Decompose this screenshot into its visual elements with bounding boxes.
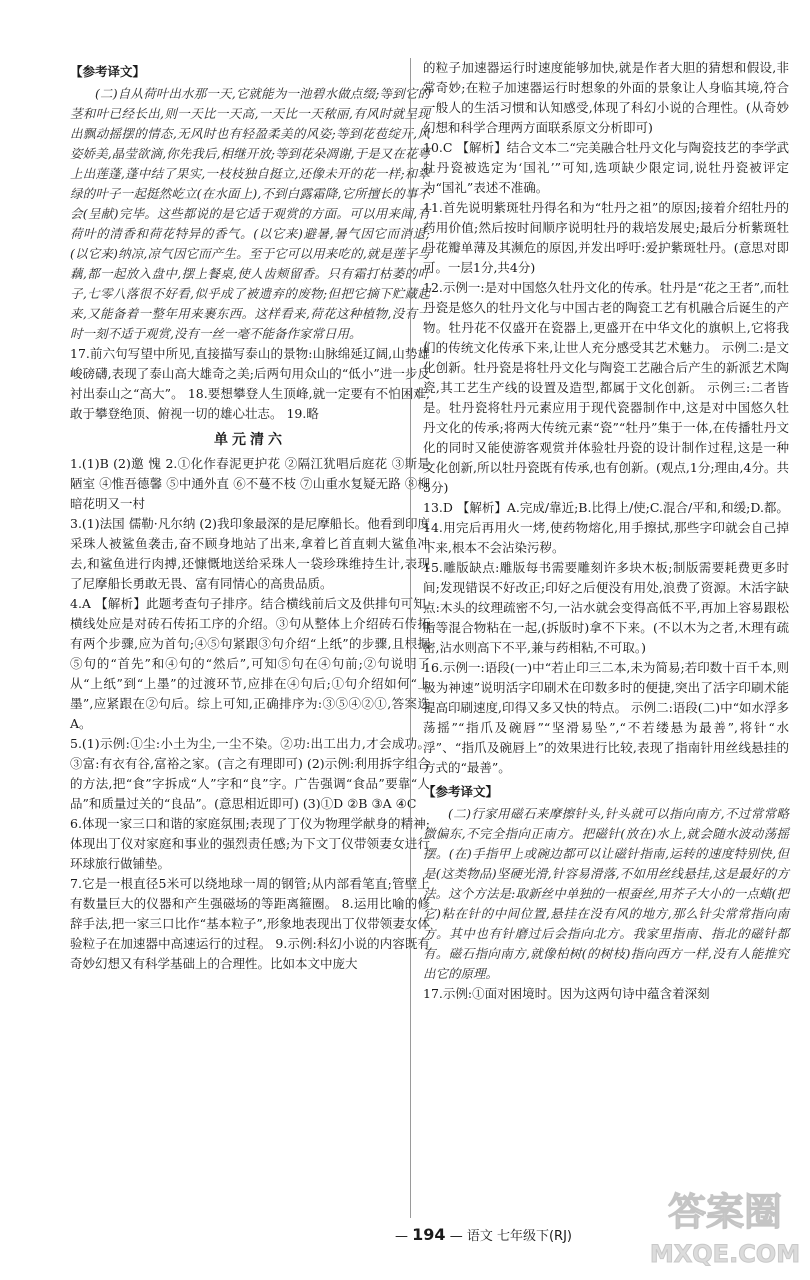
answer-13: 13.D 【解析】A.完成/靠近;B.比得上/使;C.混合/平和,和缓;D.都。 bbox=[423, 500, 789, 515]
right-column bbox=[423, 58, 789, 1004]
answer-3: 3.(1)法国 儒勒·凡尔纳 (2)我印象最深的是尼摩船长。他看到印度采珠人被鲨鱼袭击,奋不顾身地站了出来,拿着匕首直刺大鲨鱼冲去,和鲨鱼进行肉搏,还慷慨地送给采珠人一袋珍珠维持生计,表现了尼摩船长勇敢无畏、富有同情心的高贵品质。 bbox=[70, 516, 430, 591]
answers-1-2: 1.(1)B (2)邀 愧 2.①化作春泥更护花 ②隔江犹唱后庭花 ③斯是陋室 ④惟吾德馨 ⑤中通外直 ⑥不蔓不枝 ⑦山重水复疑无路 ⑧柳暗花明又一村 bbox=[70, 456, 430, 511]
answer-11: 11.首先说明紫斑牡丹得名和为“牡丹之祖”的原因;接着介绍牡丹的药用价值;然后按时间顺序说明牡丹的栽培发展史;最后分析紫斑牡丹花瓣单薄及其濒危的原因,并发出呼吁:爱护紫斑牡丹。(意思对即可。一层1分,共4分) bbox=[423, 200, 789, 275]
watermark-bottom-text: MXQE.COM bbox=[649, 1240, 801, 1268]
answer-15: 15.雕版缺点:雕版每书需要雕刻许多块木板;制版需要耗费更多时间;发现错误不好改正;印好之后便没有用处,浪费了资源。木活字缺点:木头的纹理疏密不匀,一沾水就会变得高低不平,再加上容易跟松脂等混合物粘在一起,(拆版时)拿不下来。(不以木为之者,木理有疏密,沾水则高下不平,兼与药相粘,不可取。) bbox=[423, 560, 789, 655]
left-column bbox=[70, 58, 430, 974]
answers-7-9: 7.它是一根直径5米可以绕地球一周的钢管;从内部看笔直;管壁上有数量巨大的仪器和产生强磁场的等距离箍圈。 8.运用比喻的修辞手法,把一家三口比作“基本粒子”,形象地表现出丁仪带领妻女体验粒子在加速器中高速运行的过程。 9.示例:科幻小说的内容既有奇妙幻想又有科学基础上的合理性。比如本文中庞大 bbox=[70, 876, 430, 971]
answer-12: 12.示例一:是对中国悠久牡丹文化的传承。牡丹是“花之王者”,而牡丹瓷是悠久的牡丹文化与中国古老的陶瓷工艺有机融合后诞生的产物。牡丹花不仅盛开在瓷器上,更盛开在中华文化的旗帜上,它将我们的传统文化传承下来,让世人充分感受其艺术魅力。 示例二:是文化创新。牡丹瓷是将牡丹文化与陶瓷工艺融合后产生的新派艺术陶瓷,其工艺生产线的设置及造型,都属于文化创新。 示例三:二者皆是。牡丹瓷将牡丹元素应用于现代瓷器制作中,这是对中国悠久牡丹文化的传承;将两大传统元素“瓷”“牡丹”集于一体,在传播牡丹文化的同时又能使游客观赏并体验牡丹瓷的设计制作过程,这是一种文化创新,所以牡丹瓷既有传承,也有创新。(观点,1分;理由,4分。共5分) bbox=[423, 280, 789, 495]
answer-16: 16.示例一:语段(一)中“若止印三二本,未为简易;若印数十百千本,则极为神速”说明活字印刷术在印数多时的便捷,突出了活字印刷术能提高印刷速度,印得又多又快的特点。 示例二:语段(二)中“如水浮多荡摇”“指爪及碗唇”“坚滑易坠”,“不若缕悬为最善”,将针“水浮”、“指爪及碗唇上”的效果进行比较,表现了指南针用丝线悬挂的方式的“最善”。 bbox=[423, 660, 789, 775]
watermark-top-text: 答案圈 bbox=[667, 1190, 783, 1234]
footer-grade: 七年级下(RJ) bbox=[496, 1229, 572, 1244]
column-divider bbox=[410, 58, 411, 1218]
page-footer bbox=[395, 1225, 572, 1244]
answers-17-19: 17.前六句写望中所见,直接描写泰山的景物:山脉绵延辽阔,山势雄峻磅礴,表现了泰山高大雄奇之美;后两句用众山的“低小”进一步反衬出泰山之“高大”。 18.要想攀登人生顶峰,就一定要有不怕困难,敢于攀登绝顶、俯视一切的雄心壮志。 19.略 bbox=[70, 346, 430, 421]
translation-header-left: 【参考译文】 bbox=[70, 64, 146, 79]
page-number: 194 bbox=[412, 1225, 446, 1244]
answer-4: 4.A 【解析】此题考查句子排序。结合横线前后文及供排句可知,横线处应是对砖石传拓工序的介绍。③句从整体上介绍砖石传拓有两个步骤,应为首句;④⑤句紧跟③句介绍“上纸”的步骤,且根据⑤句的“首先”和④句的“然后”,可知⑤句在④句前;②句说明了从“上纸”到“上墨”的过渡环节,应排在④句后;①句介绍如何“上墨”,应紧跟在②句后。综上可知,正确排序为:③⑤④②①,答案选A。 bbox=[70, 596, 430, 731]
answer-10: 10.C 【解析】结合文本二“完美融合牡丹文化与陶瓷技艺的李学武牡丹瓷被选定为‘国礼’”可知,选项缺少限定词,说牡丹瓷被评定为“国礼”表述不准确。 bbox=[423, 140, 789, 195]
footer-subject: 语文 bbox=[466, 1229, 493, 1244]
footer-dash-left: — bbox=[395, 1229, 408, 1244]
answer-17: 17.示例:①面对困境时。因为这两句诗中蕴含着深刻 bbox=[423, 986, 710, 1001]
answer-5: 5.(1)示例:①尘:小土为尘,一尘不染。②功:出工出力,才会成功。③富:有衣有谷,富裕之家。(言之有理即可) (2)示例:利用拆字组合的方法,把“食”字拆成“人”字和“良”字。广告强调“食品”要靠“人品”和质量过关的“良品”。(意思相近即可) (3)①D ②B ③A ④C bbox=[70, 736, 430, 811]
translation-header-right: 【参考译文】 bbox=[423, 784, 499, 799]
translation-text-left: (二)自从荷叶出水那一天,它就能为一池碧水做点缀;等到它的茎和叶已经长出,则一天比一天高,一天比一天秾丽,有风时就呈现出飘动摇摆的情态,无风时也有轻盈柔美的风姿;等到花苞绽开,风姿娇美,晶莹欲滴,你先我后,相继开放;等到花朵凋谢,于是又在花萼上出莲蓬,蓬中结了果实,一枝枝独自挺立,还像未开的花一样;和翠绿的叶子一起挺然屹立(在水面上),不到白露霜降,它所擅长的事不会(呈献)完毕。这些都说的是它适于观赏的方面。可以用来闻,有荷叶的清香和荷花特异的香气。(以它来)避暑,暑气因它而消退;(以它来)纳凉,凉气因它而产生。至于它可以用来吃的,就是莲子与藕,都一起放入盘中,摆上餐桌,使人齿颊留香。只有霜打枯萎的叶子,七零八落很不好看,似乎成了被遗弃的废物;但把它摘下贮藏起来,又能备着一整年用来裹东西。这样看来,荷花这种植物,没有一时一刻不适于观赏,没有一丝一毫不能备作家常日用。 bbox=[70, 86, 430, 341]
answer-14: 14.用完后再用火一烤,使药物熔化,用手擦拭,那些字印就会自己掉下来,根本不会沾染污秽。 bbox=[423, 520, 789, 555]
watermark-logo bbox=[645, 1180, 805, 1275]
translation-text-right: (二)行家用磁石来摩擦针头,针头就可以指向南方,不过常常略微偏东,不完全指向正南方。把磁针(放在)水上,就会随水波动荡摇摆。(在)手指甲上或碗边都可以让磁针指南,运转的速度特别快,但是(这类物品)坚硬光滑,针容易滑落,不如用丝线悬挂,这是最好的方法。这个方法是:取新丝中单独的一根蚕丝,用芥子大小的一点蜡(把它)粘在针的中间位置,悬挂在没有风的地方,那么针尖常常指向南方。其中也有针磨过后会指向北方。我家里指南、指北的磁针都有。磁石指向南方,就像柏树(的树枝)指向西方一样,没有人能推究出它的原理。 bbox=[423, 806, 789, 981]
footer-dash-right: — bbox=[449, 1229, 463, 1244]
answer-9-continued: 的粒子加速器运行时速度能够加快,就是作者大胆的猜想和假设,非常奇妙;在粒子加速器运行时想象的外面的景象让人身临其境,符合一般人的生活习惯和认知感受,体现了科幻小说的合理性。(从奇妙幻想和科学合理两方面联系原文分析即可) bbox=[423, 60, 789, 135]
answer-6: 6.体现一家三口和谐的家庭氛围;表现了丁仪为物理学献身的精神;体现出丁仪对家庭和事业的强烈责任感;为下文丁仪带领妻女进行环球旅行做铺垫。 bbox=[70, 816, 430, 871]
section-title: 单元清六 bbox=[214, 432, 286, 448]
